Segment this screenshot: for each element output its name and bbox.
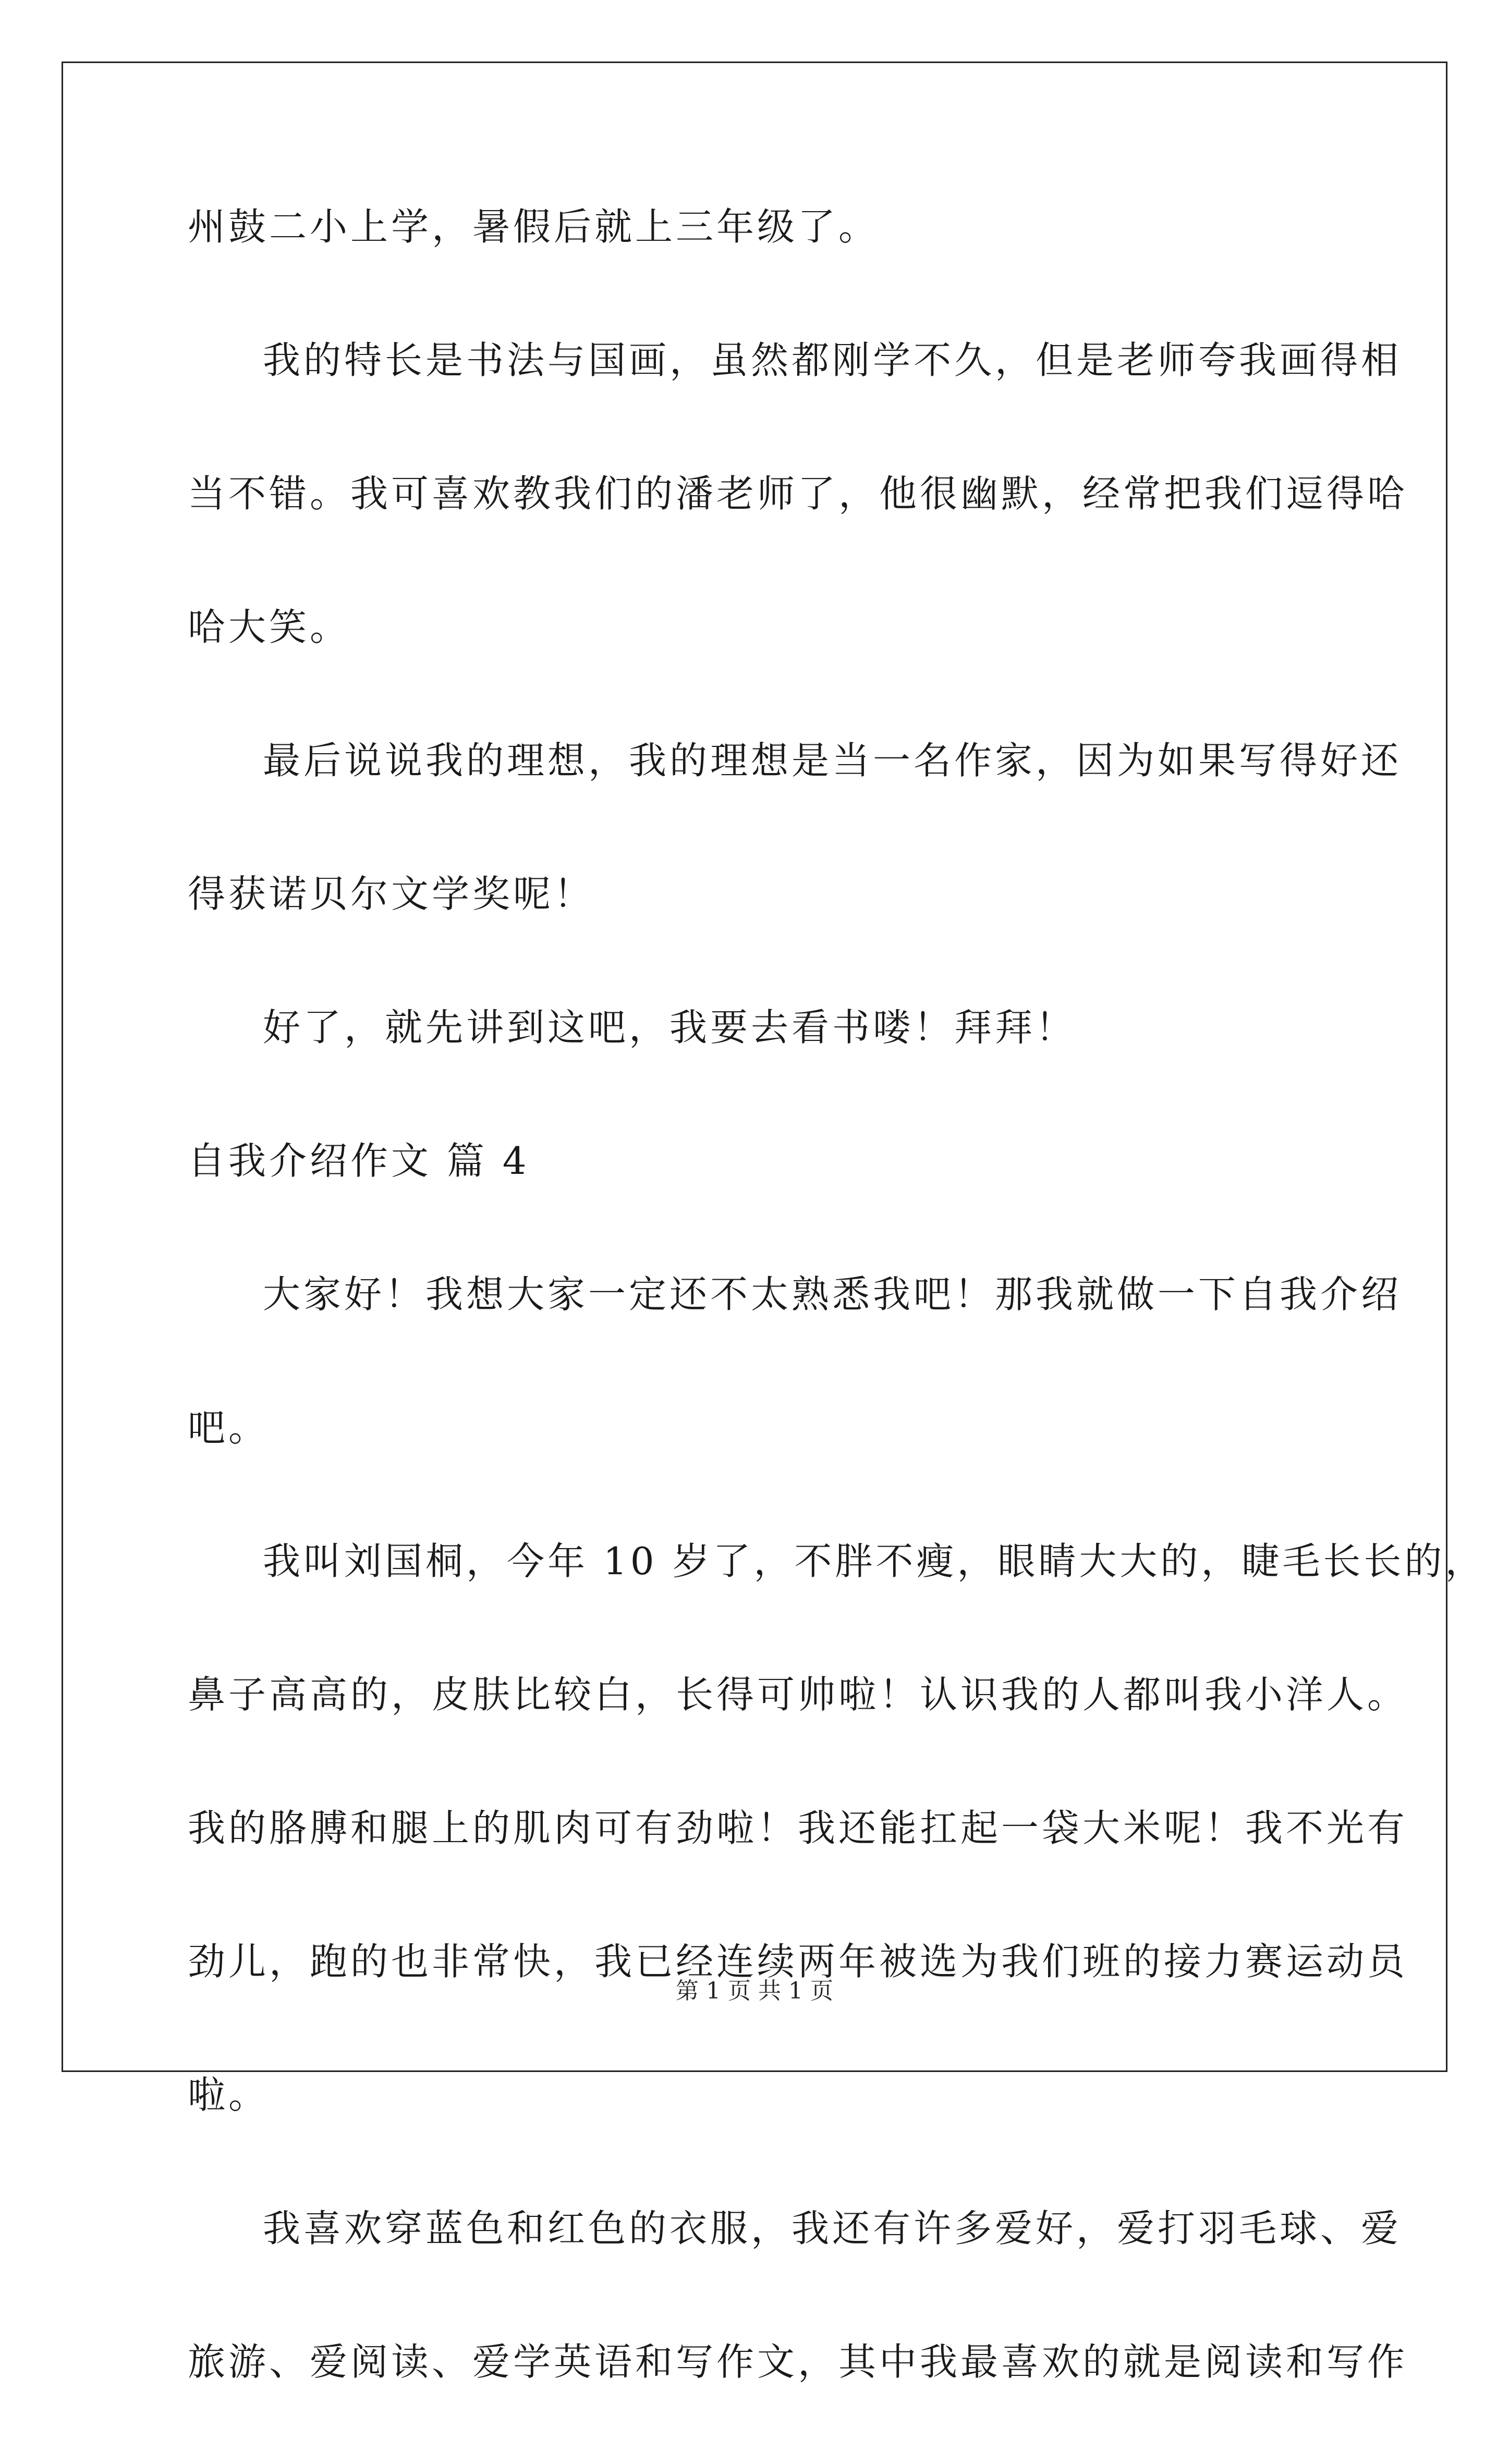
text-line: 我的胳膊和腿上的肌肉可有劲啦！我还能扛起一袋大米呢！我不光有 (188, 1806, 1408, 1850)
text-line: 旅游、爱阅读、爱学英语和写作文，其中我最喜欢的就是阅读和写作 (188, 2340, 1408, 2384)
text-line: 我的特长是书法与国画，虽然都刚学不久，但是老师夸我画得相 (263, 338, 1402, 382)
text-line: 啦。 (188, 2073, 270, 2117)
page-footer: 第 1 页 共 1 页 (676, 1978, 833, 2004)
text-line: 州鼓二小上学，暑假后就上三年级了。 (188, 205, 880, 249)
section-heading: 自我介绍作文 篇 4 (188, 1139, 530, 1183)
text-line: 哈大笑。 (188, 605, 351, 649)
text-line: 得获诺贝尔文学奖呢！ (188, 872, 595, 916)
text-line: 大家好！我想大家一定还不太熟悉我吧！那我就做一下自我介绍 (263, 1272, 1402, 1316)
text-line: 劲儿，跑的也非常快，我已经连续两年被选为我们班的接力赛运动员 (188, 1940, 1408, 1983)
text-line: 鼻子高高的，皮肤比较白，长得可帅啦！认识我的人都叫我小洋人。 (188, 1673, 1408, 1717)
text-line: 我叫刘国桐，今年 10 岁了，不胖不瘦，眼睛大大的，睫毛长长的， (263, 1539, 1486, 1583)
text-line: 好了，就先讲到这吧，我要去看书喽！拜拜！ (263, 1006, 1077, 1049)
text-line: 我喜欢穿蓝色和红色的衣服，我还有许多爱好，爱打羽毛球、爱 (263, 2206, 1402, 2250)
text-line: 吧。 (188, 1406, 270, 1450)
document-body (188, 195, 1486, 2464)
text-line: 当不错。我可喜欢教我们的潘老师了，他很幽默，经常把我们逗得哈 (188, 472, 1408, 516)
text-line: 最后说说我的理想，我的理想是当一名作家，因为如果写得好还 (263, 739, 1402, 782)
